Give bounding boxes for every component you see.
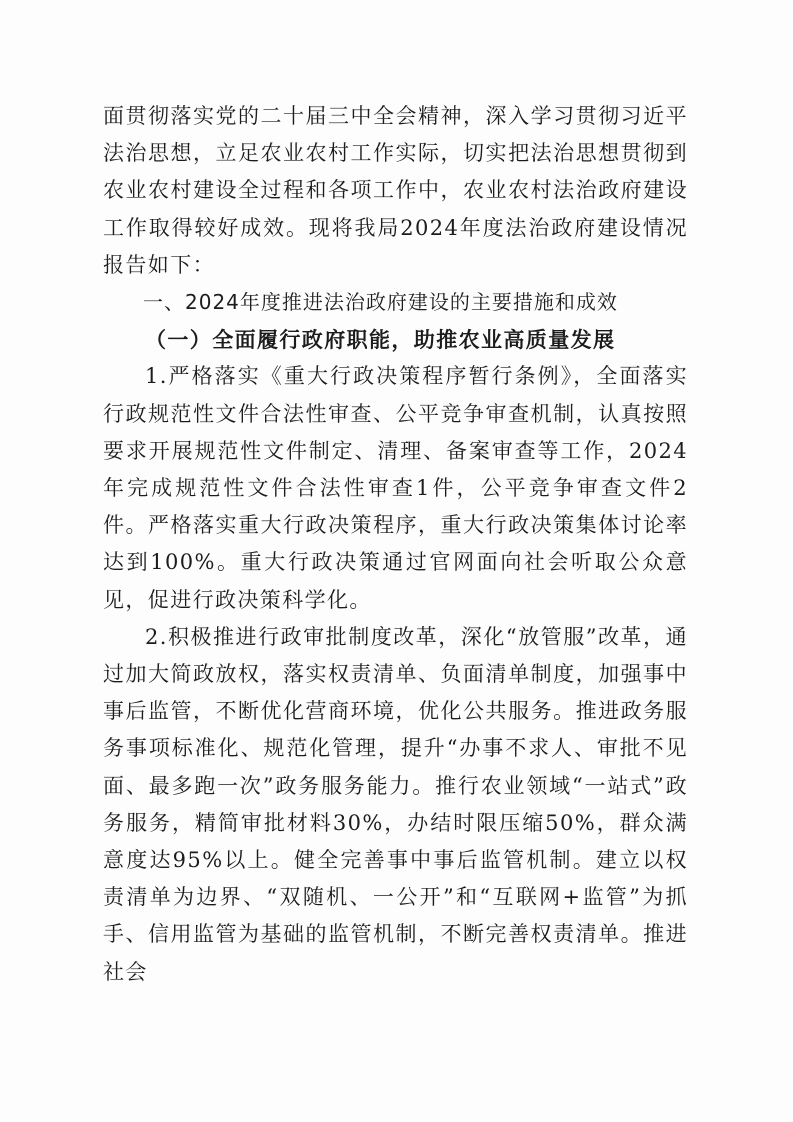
document-body: [103, 98, 688, 991]
item-paragraph-2: 2.积极推进行政审批制度改革，深化“放管服”改革，通过加大简政放权，落实权责清单、负面清单制度，加强事中事后监管，不断优化营商环境，优化公共服务。推进政务服务事项标准化、规范化管理，提升“办事不求人、审批不见面、最多跑一次”政务服务能力。推行农业领域“一站式”政务服务，精简审批材料30%，办结时限压缩50%，群众满意度达95%以上。健全完善事中事后监管机制。建立以权责清单为边界、“双随机、一公开”和“互联网+监管”为抓手、信用监管为基础的监管机制，不断完善权责清单。推进社会: [103, 624, 688, 984]
subsection-heading-1: （一）全面履行政府职能，助推农业高质量发展: [145, 327, 616, 353]
intro-paragraph: 面贯彻落实党的二十届三中全会精神，深入学习贯彻习近平法治思想，立足农业农村工作实际，切实把法治思想贯彻到农业农村建设全过程和各项工作中，农业农村法治政府建设工作取得较好成效。现将我局2024年度法治政府建设情况报告如下：: [103, 104, 688, 277]
section-heading-1: 一、2024年度推进法治政府建设的主要措施和成效: [143, 290, 618, 315]
item-paragraph-1: 1.严格落实《重大行政决策程序暂行条例》，全面落实行政规范性文件合法性审查、公平竞争审查机制，认真按照要求开展规范性文件制定、清理、备案审查等工作，2024年完成规范性文件合法性审查1件，公平竞争审查文件2件。严格落实重大行政决策程序，重大行政决策集体讨论率达到100%。重大行政决策通过官网面向社会听取公众意见，促进行政决策科学化。: [103, 364, 688, 612]
